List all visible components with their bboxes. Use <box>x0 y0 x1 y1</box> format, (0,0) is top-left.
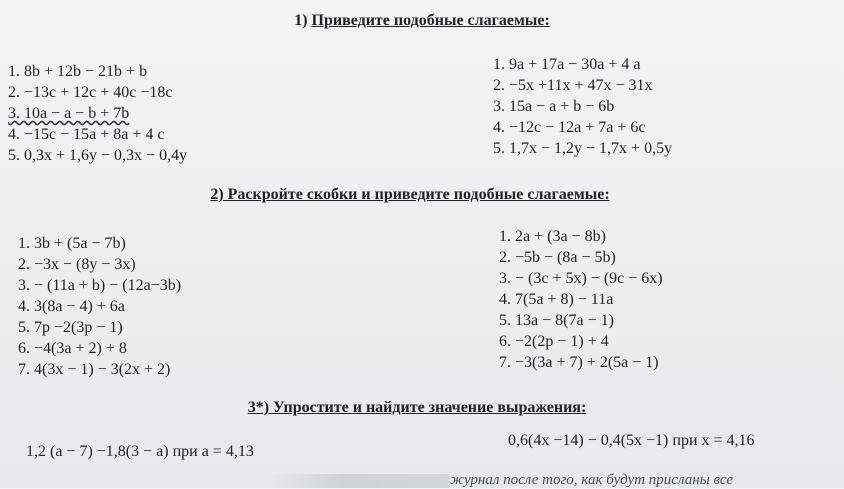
section1-left-item-3: 3. 10a − a − b + 7b <box>8 105 130 122</box>
section2-left-item-4: 4. 3(8a − 4) + 6a <box>18 298 125 315</box>
section2-right-item-1: 1. 2a + (3a − 8b) <box>499 228 606 245</box>
section3-left-expression: 1,2 (a − 7) −1,8(3 − a) при a = 4,13 <box>26 443 254 460</box>
section2-left-item-5: 5. 7p −2(3p − 1) <box>18 319 123 336</box>
section1-right-item-3: 3. 15a − a + b − 6b <box>493 98 615 115</box>
section1-right-item-2: 2. −5x +11x + 47x − 31x <box>493 77 653 94</box>
section2-left-item-1: 1. 3b + (5a − 7b) <box>18 235 126 252</box>
footer-partial-text: журнал после того, как будут присланы все <box>450 472 733 488</box>
section2-right-item-2: 2. −5b − (8a − 5b) <box>499 249 616 266</box>
section1-right-list <box>493 54 672 159</box>
section2-right-item-3: 3. − (3c + 5x) − (9c − 6x) <box>499 270 663 287</box>
section1-right-item-4: 4. −12c − 12a + 7a + 6c <box>493 119 646 136</box>
section1-left-item-4: 4. −15c − 15a + 8a + 4 c <box>8 126 165 143</box>
section2-left-list <box>18 233 181 380</box>
section1-right-item-1: 1. 9a + 17a − 30a + 4 a <box>493 56 641 73</box>
section2-left-item-2: 2. −3x − (8y − 3x) <box>18 256 136 273</box>
section2-right-item-6: 6. −2(2p − 1) + 4 <box>499 333 609 350</box>
section2-heading <box>0 186 832 204</box>
section2-right-item-7: 7. −3(3a + 7) + 2(5a − 1) <box>499 354 659 371</box>
section2-heading-text: 2) Раскройте скобки и приведите подобные слагаемые: <box>210 186 610 203</box>
section1-left-item-2: 2. −13c + 12c + 40c −18c <box>8 84 173 101</box>
section3-right-expression: 0,6(4x −14) − 0,4(5x −1) при x = 4,16 <box>508 432 755 449</box>
section2-right-item-4: 4. 7(5a + 8) − 11a <box>499 291 614 308</box>
section1-heading <box>0 12 844 30</box>
section3-heading <box>0 399 839 417</box>
section1-left-item-5: 5. 0,3x + 1,6y − 0,3x − 0,4y <box>8 147 188 164</box>
section1-left-item-1: 1. 8b + 12b − 21b + b <box>8 63 148 80</box>
section1-left-list <box>8 61 187 166</box>
section2-left-item-3: 3. − (11a + b) − (12a−3b) <box>18 277 182 294</box>
section2-right-list <box>499 226 663 373</box>
section2-left-item-7: 7. 4(3x − 1) − 3(2x + 2) <box>18 361 171 378</box>
section1-heading-number: 1) <box>294 12 308 29</box>
section2-left-item-6: 6. −4(3a + 2) + 8 <box>18 340 127 357</box>
footer-smudge <box>270 474 450 488</box>
section2-right-item-5: 5. 13a − 8(7a − 1) <box>499 312 614 329</box>
section3-heading-text: 3*) Упростите и найдите значение выражения: <box>247 399 587 416</box>
section1-heading-text: Приведите подобные слагаемые: <box>311 12 550 29</box>
section1-right-item-5: 5. 1,7x − 1,2y − 1,7x + 0,5y <box>493 140 673 157</box>
